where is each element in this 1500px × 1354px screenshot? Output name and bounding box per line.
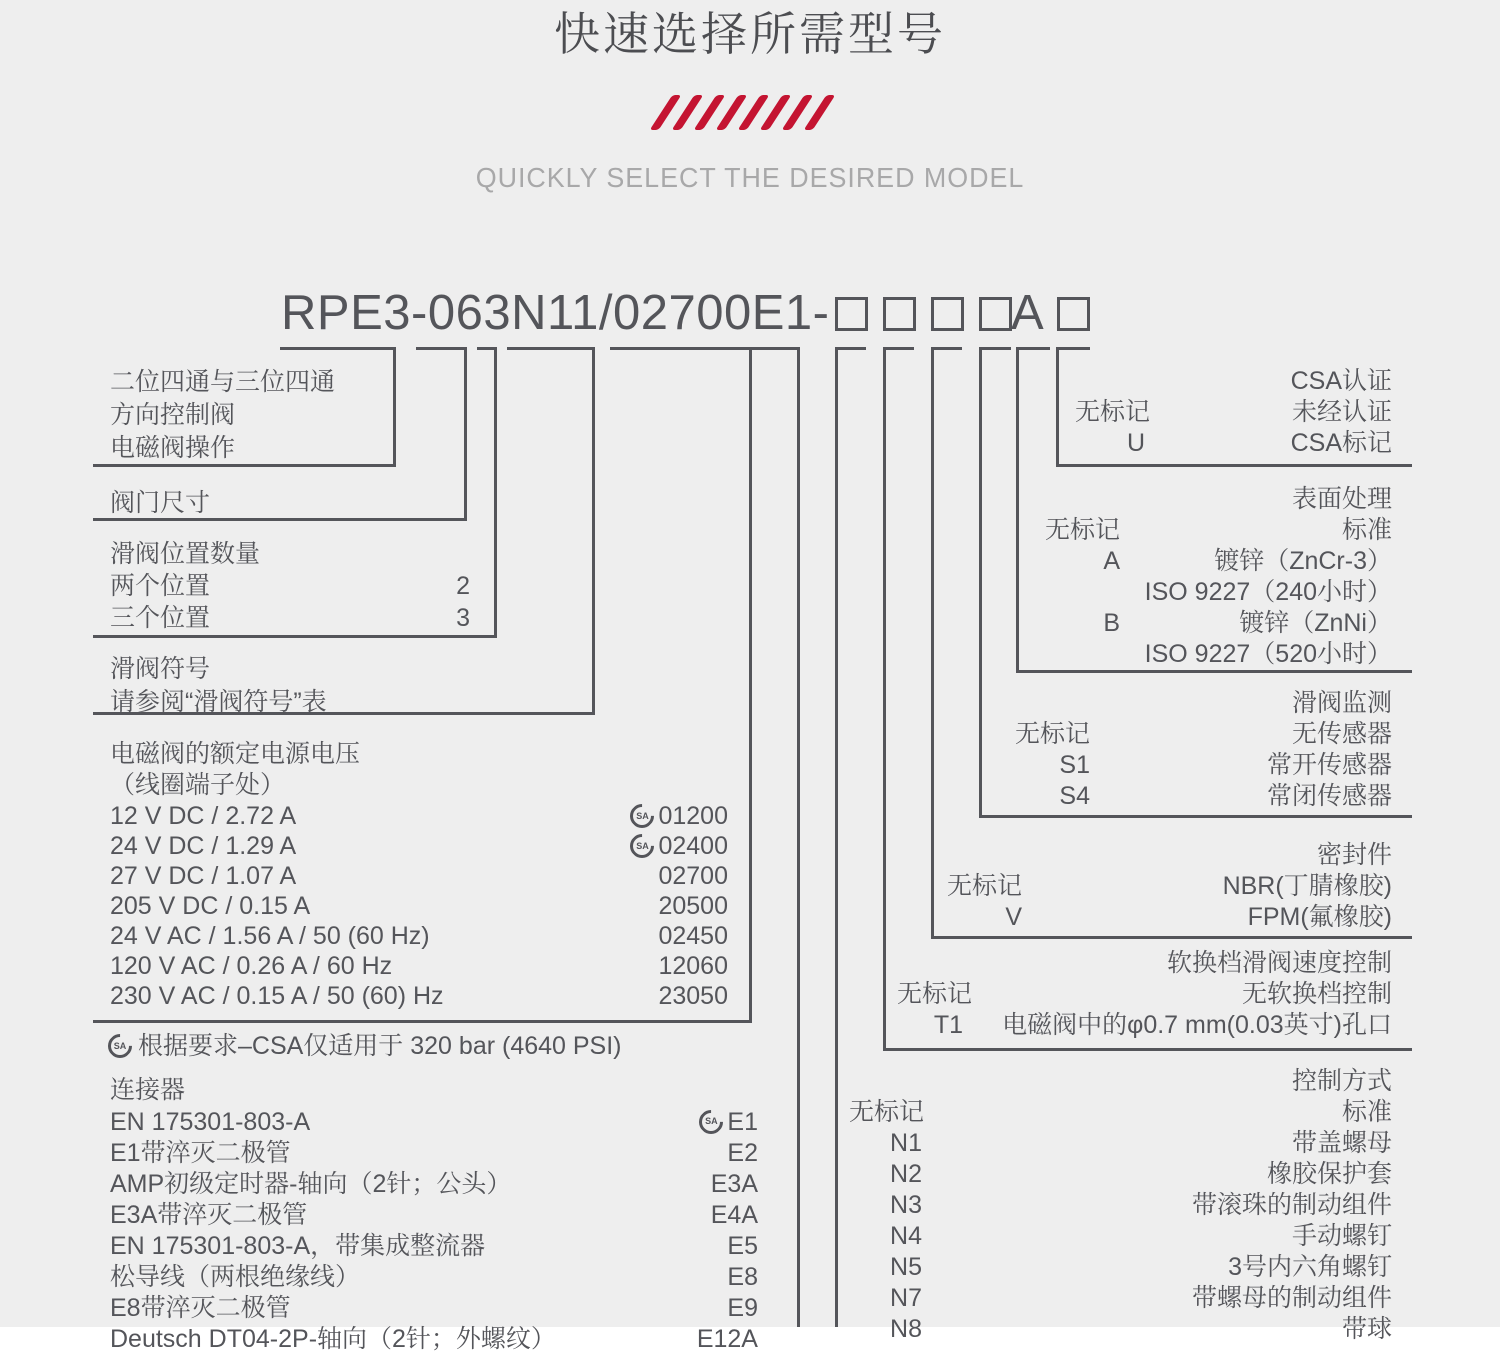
soft-shift-row: T1 电磁阀中的φ0.7 mm(0.03英寸)孔口: [933, 1011, 1392, 1039]
connector-line: [979, 347, 1011, 350]
monitoring-title: 滑阀监测: [1291, 689, 1392, 717]
spool-positions-title: 滑阀位置数量: [110, 540, 261, 568]
voltage-row: 120 V AC / 0.26 A / 60 Hz 12060: [110, 952, 728, 980]
voltage-row: 24 V DC / 1.29 A SA 02400: [110, 831, 728, 861]
spool-positions-row: 两个位置 2: [110, 572, 470, 600]
spool-positions-table: [110, 538, 470, 634]
connector-row: Deutsch DT04-2P-轴向（2针；外螺纹） E12A: [110, 1324, 758, 1353]
voltage-title: 电磁阀的额定电源电压: [110, 740, 361, 768]
seals-row: 无标记 NBR(丁腈橡胶): [947, 872, 1392, 900]
connector-line: [1016, 670, 1412, 673]
voltage-row: 24 V AC / 1.56 A / 50 (60 Hz) 02450: [110, 922, 728, 950]
connector-line: [883, 1048, 1412, 1051]
monitoring-row: 无标记 无传感器: [1014, 720, 1392, 748]
connector-line: [835, 347, 866, 350]
control-row: N4 手动螺钉: [890, 1222, 1392, 1250]
connector-line: [507, 347, 595, 350]
control-row: N7 带螺母的制动组件: [890, 1284, 1392, 1312]
connector-line: [931, 936, 1412, 939]
surface-row: B 镀锌（ZnNi）: [1103, 609, 1392, 637]
surface-row: ISO 9227（240小时）: [1144, 578, 1392, 606]
connector-line: [93, 635, 497, 638]
connector-line: [280, 347, 396, 350]
connector-line: [931, 347, 962, 350]
valve-size-label: 阀门尺寸: [110, 489, 211, 517]
seals-title: 密封件: [1316, 841, 1392, 869]
connector-row: EN 175301-803-A SA E1: [110, 1106, 758, 1137]
connector-row: E8带淬灭二极管 E9: [110, 1293, 758, 1322]
soft-shift-title: 软换档滑阀速度控制: [1166, 949, 1392, 977]
model-code-prefix: RPE3-063N11/02700E1-: [281, 286, 830, 340]
connector-line: [744, 347, 800, 350]
connector-line: [835, 347, 838, 1327]
spool-positions-row: 三个位置 3: [110, 604, 470, 632]
connector-line: [393, 347, 396, 464]
csa-cert-table: [1075, 366, 1392, 459]
spool-symbol-label: 滑阀符号 请参阅“滑阀符号”表: [110, 655, 327, 716]
model-option-box-control: [835, 297, 868, 331]
model-option-box-monitoring: [979, 297, 1012, 331]
connector-row: 松导线（两根绝缘线） E8: [110, 1262, 758, 1291]
surface-row: A 镀锌（ZnCr-3）: [1103, 547, 1392, 575]
connector-line: [610, 347, 752, 350]
connector-line: [979, 347, 982, 815]
csa-cert-title: CSA认证: [1290, 367, 1392, 395]
page-subtitle: QUICKLY SELECT THE DESIRED MODEL: [475, 162, 1025, 193]
voltage-row: 27 V DC / 1.07 A 02700: [110, 862, 728, 890]
connector-line: [1056, 347, 1090, 350]
control-title: 控制方式: [1291, 1067, 1392, 1095]
csa-mark-icon: SA: [630, 804, 654, 828]
csa-mark-icon: SA: [108, 1034, 132, 1058]
control-row: N5 3号内六角螺钉: [890, 1253, 1392, 1281]
csa-cert-row: 无标记 未经认证: [1075, 398, 1392, 426]
csa-cert-row: U CSA标记: [1126, 429, 1392, 457]
model-option-box-softshift: [883, 297, 916, 331]
monitoring-row: S1 常开传感器: [1059, 751, 1392, 779]
voltage-row: 230 V AC / 0.15 A / 50 (60) Hz 23050: [110, 982, 728, 1010]
valve-type-label: 二位四通与三位四通 方向控制阀 电磁阀操作: [110, 368, 336, 462]
csa-note: [108, 1031, 622, 1061]
control-table: [849, 1066, 1392, 1345]
connector-line: [883, 347, 914, 350]
surface-row: ISO 9227（520小时）: [1144, 640, 1392, 668]
connector-table: [110, 1074, 758, 1354]
connector-line: [749, 347, 752, 1020]
connector-row: E1带淬灭二极管 E2: [110, 1138, 758, 1167]
control-row: 无标记 标准: [849, 1098, 1392, 1126]
connector-row: AMP初级定时器-轴向（2针；公头） E3A: [110, 1169, 758, 1198]
connector-line: [1016, 347, 1050, 350]
control-row: N8 带球: [890, 1315, 1392, 1343]
csa-note-text: 根据要求–CSA仅适用于 320 bar (4640 PSI): [138, 1032, 622, 1060]
model-option-box-seals: [931, 297, 964, 331]
surface-row: 无标记 标准: [1044, 516, 1392, 544]
connector-line: [592, 347, 595, 712]
surface-table: [1035, 484, 1392, 670]
page-title: 快速选择所需型号: [554, 8, 946, 60]
soft-shift-row: 无标记 无软换档控制: [897, 980, 1392, 1008]
connector-line: [1016, 347, 1019, 670]
connector-line: [1056, 347, 1059, 464]
surface-title: 表面处理: [1291, 485, 1392, 513]
connector-line: [416, 347, 467, 350]
connector-line: [883, 347, 886, 1048]
connector-row: EN 175301-803-A，带集成整流器 E5: [110, 1231, 758, 1260]
control-row: N1 带盖螺母: [890, 1129, 1392, 1157]
seals-table: [947, 840, 1392, 933]
connector-line: [494, 347, 497, 635]
control-row: N3 带滚珠的制动组件: [890, 1191, 1392, 1219]
connector-row: E3A带淬灭二极管 E4A: [110, 1200, 758, 1229]
monitoring-table: [995, 688, 1392, 812]
soft-shift-table: [897, 948, 1392, 1041]
decorative-slashes-icon: [661, 95, 824, 130]
csa-mark-icon: SA: [630, 834, 654, 858]
connector-line: [979, 815, 1412, 818]
control-row: N2 橡胶保护套: [890, 1160, 1392, 1188]
monitoring-row: S4 常闭传感器: [1059, 782, 1392, 810]
voltage-row: 12 V DC / 2.72 A SA 01200: [110, 801, 728, 831]
connector-line: [464, 347, 467, 518]
voltage-table: [110, 739, 728, 1011]
connector-line: [93, 1020, 752, 1023]
model-option-box-csa: [1057, 297, 1090, 331]
connector-line: [797, 347, 800, 1327]
voltage-subtitle: （线圈端子处）: [110, 771, 286, 799]
voltage-row: 205 V DC / 0.15 A 20500: [110, 892, 728, 920]
seals-row: V FPM(氟橡胶): [1005, 903, 1392, 931]
connector-title: 连接器: [110, 1076, 186, 1104]
connector-line: [1056, 464, 1412, 467]
model-fixed-option-a: A: [1011, 286, 1044, 340]
connector-line: [931, 347, 934, 936]
csa-mark-icon: SA: [699, 1110, 723, 1134]
